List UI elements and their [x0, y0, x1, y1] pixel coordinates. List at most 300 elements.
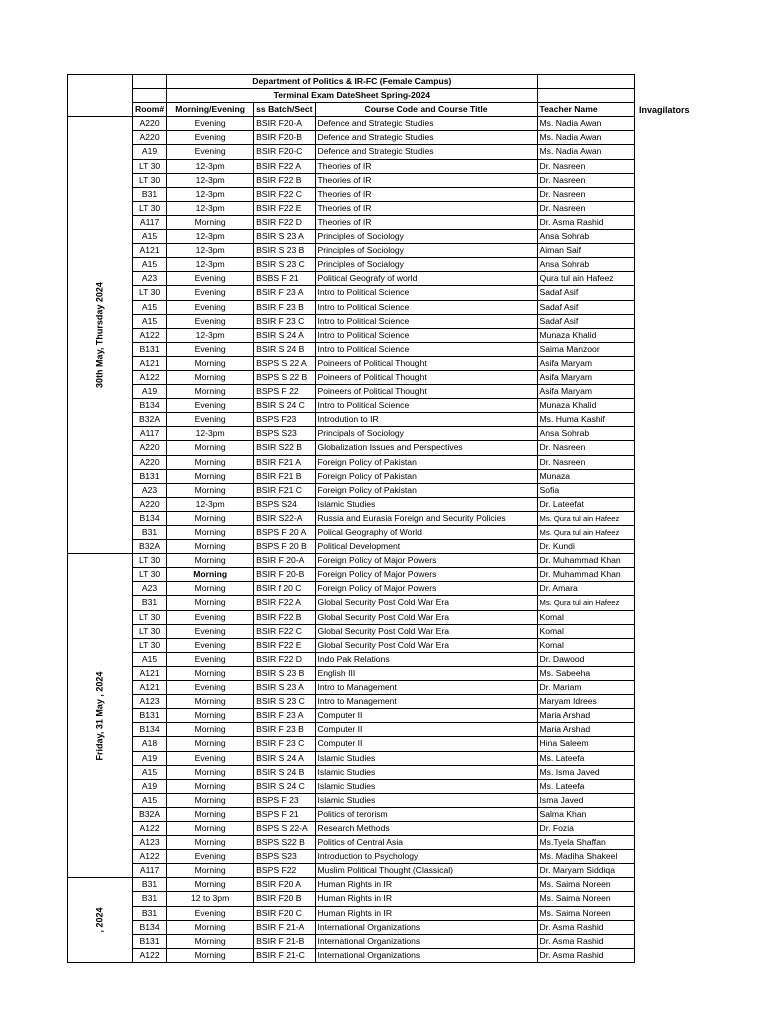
shift-cell: 12-3pm	[167, 230, 254, 244]
course-cell: Global Security Post Cold War Era	[315, 624, 537, 638]
batch-cell: BSIR S 24 A	[254, 751, 315, 765]
batch-cell: BSIR F 23 B	[254, 300, 315, 314]
day-label: Friday, 31 May , 2024	[94, 671, 105, 761]
batch-cell: BSIR S 24 B	[254, 765, 315, 779]
table-row	[68, 807, 635, 821]
batch-cell: BSIR F 23 C	[254, 314, 315, 328]
course-cell: Foreign Policy of Major Powers	[315, 554, 537, 568]
col-header-shift: Morning/Evening	[167, 103, 254, 117]
table-row	[68, 906, 635, 920]
course-cell: Principles of Socialogy	[315, 258, 537, 272]
room-cell: A23	[133, 272, 167, 286]
table-row	[68, 765, 635, 779]
shift-cell: Morning	[167, 737, 254, 751]
room-cell: A15	[133, 300, 167, 314]
course-cell: Intro to Political Science	[315, 399, 537, 413]
shift-cell: Morning	[167, 723, 254, 737]
day-label-cell	[68, 554, 133, 878]
shift-cell: Morning	[167, 864, 254, 878]
shift-cell: 12-3pm	[167, 258, 254, 272]
table-row	[68, 666, 635, 680]
shift-cell: Evening	[167, 681, 254, 695]
batch-cell: BSIR F22 B	[254, 173, 315, 187]
teacher-cell: Komal	[537, 638, 634, 652]
teacher-cell: Ms. Qura tul ain Hafeez	[537, 526, 634, 540]
course-cell: Intro to Political Science	[315, 300, 537, 314]
table-row	[68, 131, 635, 145]
course-cell: Computer II	[315, 723, 537, 737]
room-cell: A117	[133, 427, 167, 441]
batch-cell: BSIR F21 C	[254, 483, 315, 497]
teacher-cell: Dr. Nasreen	[537, 159, 634, 173]
table-row	[68, 596, 635, 610]
room-cell: B31	[133, 596, 167, 610]
shift-cell: Morning	[167, 821, 254, 835]
batch-cell: BSIR F22 C	[254, 187, 315, 201]
batch-cell: BSIR F22 A	[254, 159, 315, 173]
course-cell: Russia and Eurasia Foreign and Security Policies	[315, 511, 537, 525]
table-row	[68, 497, 635, 511]
teacher-cell: Dr. Nasreen	[537, 455, 634, 469]
table-row	[68, 751, 635, 765]
table-row	[68, 244, 635, 258]
shift-cell: Evening	[167, 906, 254, 920]
teacher-cell: Ms.Tyela Shaffan	[537, 836, 634, 850]
blank-cell	[133, 75, 167, 89]
batch-cell: BSIR f 20 C	[254, 582, 315, 596]
room-cell: A15	[133, 793, 167, 807]
shift-cell: 12-3pm	[167, 328, 254, 342]
teacher-cell: Maryam Idrees	[537, 695, 634, 709]
batch-cell: BSPS S24	[254, 497, 315, 511]
teacher-cell: Ms. Qura tul ain Hafeez	[537, 596, 634, 610]
teacher-cell: Sadaf Asif	[537, 300, 634, 314]
shift-cell: Evening	[167, 610, 254, 624]
course-cell: Intro to Political Science	[315, 342, 537, 356]
table-row	[68, 568, 635, 582]
room-cell: A121	[133, 666, 167, 680]
shift-cell: 12-3pm	[167, 497, 254, 511]
batch-cell: BSIR S 24 A	[254, 328, 315, 342]
course-cell: Intro to Management	[315, 681, 537, 695]
table-row	[68, 540, 635, 554]
course-cell: Theories of IR	[315, 187, 537, 201]
course-cell: International Organizations	[315, 934, 537, 948]
room-cell: LT 30	[133, 610, 167, 624]
batch-cell: BSIR F 21-C	[254, 948, 315, 962]
teacher-cell: Ansa Sohrab	[537, 230, 634, 244]
teacher-cell: Sadaf Asif	[537, 314, 634, 328]
table-row	[68, 300, 635, 314]
batch-cell: BSIR S 24 C	[254, 779, 315, 793]
day-label-cell	[68, 117, 133, 554]
table-row	[68, 737, 635, 751]
shift-cell: Evening	[167, 751, 254, 765]
shift-cell: Morning	[167, 793, 254, 807]
table-row	[68, 511, 635, 525]
teacher-cell: Ansa Sohrab	[537, 258, 634, 272]
course-cell: Islamic Studies	[315, 751, 537, 765]
course-cell: Intro to Political Science	[315, 328, 537, 342]
shift-cell: Morning	[167, 934, 254, 948]
shift-cell: Morning	[167, 526, 254, 540]
table-row	[68, 864, 635, 878]
table-row	[68, 201, 635, 215]
col-header-room: Room#	[133, 103, 167, 117]
course-cell: Global Security Post Cold War Era	[315, 596, 537, 610]
teacher-cell: Sofia	[537, 483, 634, 497]
shift-cell: Evening	[167, 624, 254, 638]
batch-cell: BSPS S23	[254, 850, 315, 864]
batch-cell: BSIR S 24 C	[254, 399, 315, 413]
teacher-cell: Dr. Asma Rashid	[537, 215, 634, 229]
teacher-cell: Ms. Sabeeha	[537, 666, 634, 680]
table-row	[68, 850, 635, 864]
teacher-cell: Dr. Asma Rashid	[537, 920, 634, 934]
room-cell: A122	[133, 850, 167, 864]
teacher-cell: Dr. Fozia	[537, 821, 634, 835]
teacher-cell: Asifa Maryam	[537, 370, 634, 384]
shift-cell: Morning	[167, 469, 254, 483]
room-cell: A117	[133, 864, 167, 878]
table-row	[68, 427, 635, 441]
table-row	[68, 117, 635, 131]
shift-cell: Morning	[167, 666, 254, 680]
course-cell: Political Geografy of world	[315, 272, 537, 286]
batch-cell: BSIR F 23 B	[254, 723, 315, 737]
table-row	[68, 385, 635, 399]
batch-cell: BSIR S22 B	[254, 441, 315, 455]
room-cell: A23	[133, 483, 167, 497]
day-label-cell	[68, 878, 133, 963]
teacher-cell: Ms. Nadia Awan	[537, 117, 634, 131]
room-cell: B31	[133, 878, 167, 892]
table-row	[68, 948, 635, 962]
course-cell: Foreign Policy of Pakistan	[315, 469, 537, 483]
room-cell: A15	[133, 652, 167, 666]
shift-cell: Morning	[167, 511, 254, 525]
shift-cell: 12 to 3pm	[167, 892, 254, 906]
table-row	[68, 314, 635, 328]
course-cell: Polical Geography of World	[315, 526, 537, 540]
table-row	[68, 610, 635, 624]
table-row	[68, 413, 635, 427]
table-row	[68, 230, 635, 244]
course-cell: Indo Pak Relations	[315, 652, 537, 666]
room-cell: A19	[133, 145, 167, 159]
room-cell: A18	[133, 737, 167, 751]
course-cell: Human Rights in IR	[315, 906, 537, 920]
course-cell: Poineers of Political Thought	[315, 370, 537, 384]
teacher-cell: Saima Manzoor	[537, 342, 634, 356]
batch-cell: BSPS S 22 A	[254, 356, 315, 370]
batch-cell: BSIR F 23 A	[254, 286, 315, 300]
batch-cell: BSIR F 21-B	[254, 934, 315, 948]
table-row	[68, 695, 635, 709]
shift-cell: 12-3pm	[167, 187, 254, 201]
batch-cell: BSIR F20 B	[254, 892, 315, 906]
table-row	[68, 272, 635, 286]
course-cell: Theories of IR	[315, 173, 537, 187]
table-row	[68, 624, 635, 638]
table-row	[68, 638, 635, 652]
col-header-teacher: Teacher Name	[537, 103, 634, 117]
shift-cell: Morning	[167, 483, 254, 497]
col-header-batch: ss Batch/Sect	[254, 103, 315, 117]
room-cell: B32A	[133, 807, 167, 821]
shift-cell: Morning	[167, 540, 254, 554]
shift-cell: Morning	[167, 807, 254, 821]
teacher-cell: Munaza Khalid	[537, 328, 634, 342]
shift-cell: Evening	[167, 131, 254, 145]
course-cell: Introdution to IR	[315, 413, 537, 427]
table-row	[68, 652, 635, 666]
corner-cell	[68, 75, 133, 117]
shift-cell: 12-3pm	[167, 427, 254, 441]
table-row	[68, 892, 635, 906]
course-cell: Intro to Management	[315, 695, 537, 709]
shift-cell: Morning	[167, 709, 254, 723]
batch-cell: BSPS F23	[254, 413, 315, 427]
room-cell: LT 30	[133, 624, 167, 638]
room-cell: B134	[133, 920, 167, 934]
course-cell: Islamic Studies	[315, 779, 537, 793]
col-header-course: Course Code and Course Title	[315, 103, 537, 117]
table-row	[68, 793, 635, 807]
teacher-cell: Maria Arshad	[537, 723, 634, 737]
teacher-cell: Dr. Mariam	[537, 681, 634, 695]
batch-cell: BSIR F20-B	[254, 131, 315, 145]
room-cell: A123	[133, 836, 167, 850]
table-row	[68, 469, 635, 483]
course-cell: Political Development	[315, 540, 537, 554]
table-row	[68, 709, 635, 723]
shift-cell: Morning	[167, 554, 254, 568]
course-cell: Intro to Political Science	[315, 314, 537, 328]
table-row	[68, 187, 635, 201]
course-cell: Foreign Policy of Pakistan	[315, 455, 537, 469]
table-row	[68, 145, 635, 159]
course-cell: Defence and Strategic Studies	[315, 117, 537, 131]
teacher-cell: Dr. Muhammad Khan	[537, 554, 634, 568]
teacher-cell: Dr. Maryam Siddiqa	[537, 864, 634, 878]
table-row	[68, 526, 635, 540]
room-cell: LT 30	[133, 568, 167, 582]
table-row	[68, 934, 635, 948]
room-cell: LT 30	[133, 201, 167, 215]
shift-cell: Morning	[167, 370, 254, 384]
batch-cell: BSIR S 23 A	[254, 230, 315, 244]
blank-cell	[537, 75, 634, 89]
room-cell: LT 30	[133, 638, 167, 652]
shift-cell: Morning	[167, 695, 254, 709]
shift-cell: Evening	[167, 300, 254, 314]
batch-cell: BSIR F21 B	[254, 469, 315, 483]
teacher-cell: Hina Saleem	[537, 737, 634, 751]
batch-cell: BSIR F 23 C	[254, 737, 315, 751]
course-cell: Intro to Political Science	[315, 286, 537, 300]
course-cell: Introduction to Psychology	[315, 850, 537, 864]
table-row	[68, 215, 635, 229]
course-cell: Human Rights in IR	[315, 892, 537, 906]
course-cell: Theories of IR	[315, 201, 537, 215]
shift-cell: Evening	[167, 413, 254, 427]
room-cell: A121	[133, 244, 167, 258]
room-cell: A19	[133, 779, 167, 793]
department-title: Department of Politics & IR-FC (Female Campus)	[167, 75, 537, 89]
room-cell: A15	[133, 230, 167, 244]
room-cell: B131	[133, 469, 167, 483]
room-cell: A122	[133, 328, 167, 342]
shift-cell: Evening	[167, 399, 254, 413]
teacher-cell: Salma Khan	[537, 807, 634, 821]
batch-cell: BSIR F20 C	[254, 906, 315, 920]
teacher-cell: Ms. Saima Noreen	[537, 878, 634, 892]
teacher-cell: Isma Javed	[537, 793, 634, 807]
room-cell: LT 30	[133, 554, 167, 568]
course-cell: Theories of IR	[315, 159, 537, 173]
course-cell: Islamic Studies	[315, 765, 537, 779]
shift-cell: Morning	[167, 568, 254, 582]
batch-cell: BSIR S 23 A	[254, 681, 315, 695]
course-cell: Poineers of Political Thought	[315, 385, 537, 399]
room-cell: LT 30	[133, 159, 167, 173]
datesheet-title: Terminal Exam DateSheet Spring-2024	[167, 89, 537, 103]
room-cell: A117	[133, 215, 167, 229]
room-cell: A15	[133, 258, 167, 272]
table-row	[68, 821, 635, 835]
shift-cell: Morning	[167, 765, 254, 779]
teacher-cell: Ms. Lateefa	[537, 751, 634, 765]
table-row	[68, 681, 635, 695]
shift-cell: Morning	[167, 441, 254, 455]
batch-cell: BSIR F20 A	[254, 878, 315, 892]
room-cell: LT 30	[133, 286, 167, 300]
batch-cell: BSIR F22 A	[254, 596, 315, 610]
shift-cell: Morning	[167, 582, 254, 596]
invigilators-header: Invagilators	[639, 105, 690, 115]
room-cell: A220	[133, 131, 167, 145]
teacher-cell: Ms. Huma Kashif	[537, 413, 634, 427]
shift-cell: Evening	[167, 638, 254, 652]
teacher-cell: Dr. Asma Rashid	[537, 948, 634, 962]
batch-cell: BSPS S 22 B	[254, 370, 315, 384]
shift-cell: Morning	[167, 878, 254, 892]
teacher-cell: Dr. Kundi	[537, 540, 634, 554]
teacher-cell: Ms. Isma Javed	[537, 765, 634, 779]
course-cell: Defence and Strategic Studies	[315, 131, 537, 145]
batch-cell: BSIR F22 E	[254, 638, 315, 652]
teacher-cell: Dr. Nasreen	[537, 187, 634, 201]
shift-cell: Morning	[167, 836, 254, 850]
day-label: , 2024	[94, 907, 105, 933]
room-cell: B31	[133, 526, 167, 540]
shift-cell: Morning	[167, 385, 254, 399]
batch-cell: BSPS F 20 B	[254, 540, 315, 554]
course-cell: Islamic Studies	[315, 497, 537, 511]
table-row	[68, 723, 635, 737]
shift-cell: 12-3pm	[167, 159, 254, 173]
room-cell: B134	[133, 723, 167, 737]
room-cell: A23	[133, 582, 167, 596]
shift-cell: Evening	[167, 850, 254, 864]
teacher-cell: Asifa Maryam	[537, 385, 634, 399]
shift-cell: Evening	[167, 342, 254, 356]
teacher-cell: Asifa Maryam	[537, 356, 634, 370]
teacher-cell: Ms. Lateefa	[537, 779, 634, 793]
teacher-cell: Sadaf Asif	[537, 286, 634, 300]
batch-cell: BSIR F20-C	[254, 145, 315, 159]
batch-cell: BSPS F22	[254, 864, 315, 878]
room-cell: A121	[133, 681, 167, 695]
shift-cell: Morning	[167, 455, 254, 469]
shift-cell: Evening	[167, 314, 254, 328]
table-row	[68, 370, 635, 384]
shift-cell: 12-3pm	[167, 244, 254, 258]
batch-cell: BSIR F 23 A	[254, 709, 315, 723]
room-cell: A220	[133, 117, 167, 131]
course-cell: Principles of Sociology	[315, 230, 537, 244]
room-cell: A220	[133, 497, 167, 511]
course-cell: Foreign Policy of Major Powers	[315, 568, 537, 582]
course-cell: International Organizations	[315, 948, 537, 962]
room-cell: A19	[133, 751, 167, 765]
room-cell: B31	[133, 187, 167, 201]
teacher-cell: Dr. Nasreen	[537, 173, 634, 187]
table-row	[68, 328, 635, 342]
batch-cell: BSIR F22 E	[254, 201, 315, 215]
course-cell: Muslim Political Thought (Classical)	[315, 864, 537, 878]
course-cell: Foreign Policy of Major Powers	[315, 582, 537, 596]
course-cell: Poineers of Political Thought	[315, 356, 537, 370]
batch-cell: BSBS F 21	[254, 272, 315, 286]
course-cell: Computer II	[315, 709, 537, 723]
course-cell: Politics of terorism	[315, 807, 537, 821]
teacher-cell: Ms. Nadia Awan	[537, 145, 634, 159]
room-cell: A121	[133, 356, 167, 370]
batch-cell: BSIR S 23 C	[254, 258, 315, 272]
teacher-cell: Ms. Saima Noreen	[537, 906, 634, 920]
table-row	[68, 483, 635, 497]
room-cell: B32A	[133, 540, 167, 554]
teacher-cell: Dr. Lateefat	[537, 497, 634, 511]
course-cell: Computer II	[315, 737, 537, 751]
course-cell: Foreign Policy of Pakistan	[315, 483, 537, 497]
course-cell: Human Rights in IR	[315, 878, 537, 892]
course-cell: International Organizations	[315, 920, 537, 934]
teacher-cell: Komal	[537, 624, 634, 638]
teacher-cell: Dr. Nasreen	[537, 441, 634, 455]
batch-cell: BSIR S 23 B	[254, 666, 315, 680]
room-cell: B131	[133, 709, 167, 723]
teacher-cell: Dr. Asma Rashid	[537, 934, 634, 948]
table-row	[68, 342, 635, 356]
room-cell: B32A	[133, 413, 167, 427]
room-cell: A15	[133, 765, 167, 779]
room-cell: A220	[133, 455, 167, 469]
room-cell: A123	[133, 695, 167, 709]
batch-cell: BSIR F 20-A	[254, 554, 315, 568]
datesheet-table	[67, 74, 635, 963]
table-row	[68, 286, 635, 300]
course-cell: English III	[315, 666, 537, 680]
shift-cell: Morning	[167, 779, 254, 793]
shift-cell: Morning	[167, 596, 254, 610]
table-row	[68, 399, 635, 413]
shift-cell: Morning	[167, 215, 254, 229]
table-row	[68, 159, 635, 173]
room-cell: B134	[133, 511, 167, 525]
